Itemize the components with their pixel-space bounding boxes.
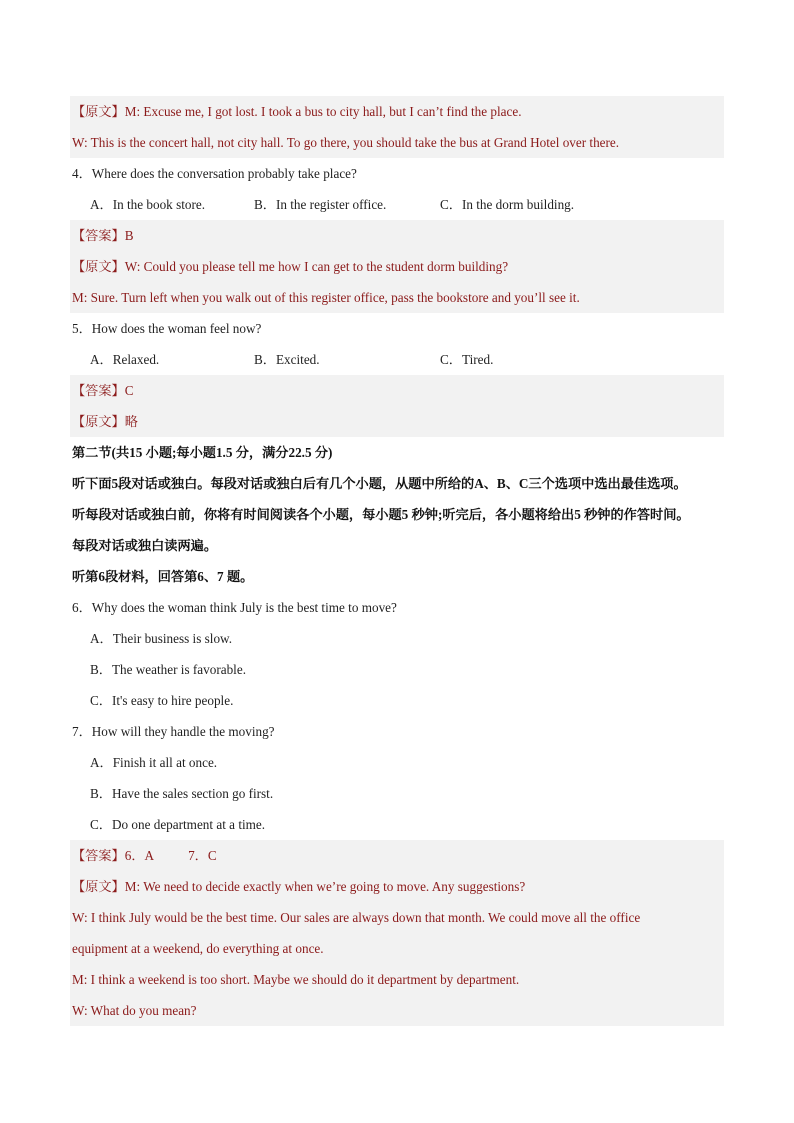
script-tag: 【原文】 bbox=[72, 259, 125, 274]
q5-question: 5．How does the woman feel now? bbox=[72, 321, 262, 336]
script-text: M: Sure. Turn left when you walk out of this register office, pass the bookstore and you’ll see it. bbox=[72, 290, 580, 305]
answer-value-7: 7．C bbox=[188, 848, 217, 863]
q7-option-c: C．Do one department at a time. bbox=[90, 817, 266, 832]
q6-7-script-line3 bbox=[70, 933, 724, 964]
q6-option-b: B．The weather is favorable. bbox=[90, 662, 246, 677]
script-text: 略 bbox=[124, 414, 138, 429]
q5-script bbox=[70, 406, 724, 437]
q6-7-script-line2 bbox=[70, 902, 724, 933]
document-page bbox=[70, 96, 724, 1026]
script-text: W: Could you please tell me how I can get to the student dorm building? bbox=[124, 259, 509, 274]
section2-instructions-1: 听下面5段对话或独白。每段对话或独白后有几个小题，从题中所给的A、B、C三个选项中选出最佳选项。 bbox=[72, 476, 687, 491]
script-text: M: Excuse me, I got lost. I took a bus to city hall, but I can’t find the place. bbox=[124, 104, 522, 119]
q3-script-line1 bbox=[70, 96, 724, 127]
q3-script-line2 bbox=[70, 127, 724, 158]
section2-instructions-3: 每段对话或独白读两遍。 bbox=[72, 538, 218, 553]
script-text: W: This is the concert hall, not city hall. To go there, you should take the bus at Grand Hotel over there. bbox=[72, 135, 620, 150]
q5-options bbox=[70, 344, 724, 375]
q4-script-line2 bbox=[70, 282, 724, 313]
q4-options bbox=[70, 189, 724, 220]
material-6-heading: 听第6段材料，回答第6、7 题。 bbox=[72, 569, 254, 584]
script-tag: 【原文】 bbox=[72, 414, 125, 429]
q6-7-answer bbox=[70, 840, 724, 871]
q7-question: 7．How will they handle the moving? bbox=[72, 724, 275, 739]
q6-7-script-line4 bbox=[70, 964, 724, 995]
q6-7-script-line1 bbox=[70, 871, 724, 902]
answer-tag: 【答案】 bbox=[72, 848, 125, 863]
q5-option-a: A．Relaxed. bbox=[90, 352, 160, 367]
answer-value: C bbox=[124, 383, 134, 398]
script-text: W: What do you mean? bbox=[72, 1003, 197, 1018]
script-text: M: I think a weekend is too short. Maybe we should do it department by department. bbox=[72, 972, 520, 987]
q6-option-a: A．Their business is slow. bbox=[90, 631, 233, 646]
q6-7-script-line5 bbox=[70, 995, 724, 1026]
section2-title: 第二节(共15 小题;每小题1.5 分，满分22.5 分) bbox=[72, 445, 333, 460]
answer-value-6: 6．A bbox=[124, 848, 155, 863]
q4-answer bbox=[70, 220, 724, 251]
q4-question: 4．Where does the conversation probably take place? bbox=[72, 166, 357, 181]
script-text: W: I think July would be the best time. Our sales are always down that month. We could move all the office bbox=[72, 910, 641, 925]
answer-tag: 【答案】 bbox=[72, 228, 125, 243]
answer-tag: 【答案】 bbox=[72, 383, 125, 398]
q5-option-b: B．Excited. bbox=[254, 352, 320, 367]
q6-option-c: C．It's easy to hire people. bbox=[90, 693, 234, 708]
script-tag: 【原文】 bbox=[72, 879, 125, 894]
q4-script-line1 bbox=[70, 251, 724, 282]
q5-answer bbox=[70, 375, 724, 406]
answer-value: B bbox=[124, 228, 134, 243]
section2-instructions-2: 听每段对话或独白前，你将有时间阅读各个小题，每小题5 秒钟;听完后，各小题将给出5 秒钟的作答时间。 bbox=[72, 507, 690, 522]
q4-option-b: B．In the register office. bbox=[254, 197, 387, 212]
script-text: M: We need to decide exactly when we’re going to move. Any suggestions? bbox=[124, 879, 526, 894]
q4-option-c: C．In the dorm building. bbox=[440, 197, 575, 212]
q5-option-c: C．Tired. bbox=[440, 352, 494, 367]
q6-question: 6．Why does the woman think July is the best time to move? bbox=[72, 600, 397, 615]
script-tag: 【原文】 bbox=[72, 104, 125, 119]
q7-option-a: A．Finish it all at once. bbox=[90, 755, 218, 770]
q7-option-b: B．Have the sales section go first. bbox=[90, 786, 274, 801]
q4-option-a: A．In the book store. bbox=[90, 197, 206, 212]
script-text: equipment at a weekend, do everything at once. bbox=[72, 941, 324, 956]
